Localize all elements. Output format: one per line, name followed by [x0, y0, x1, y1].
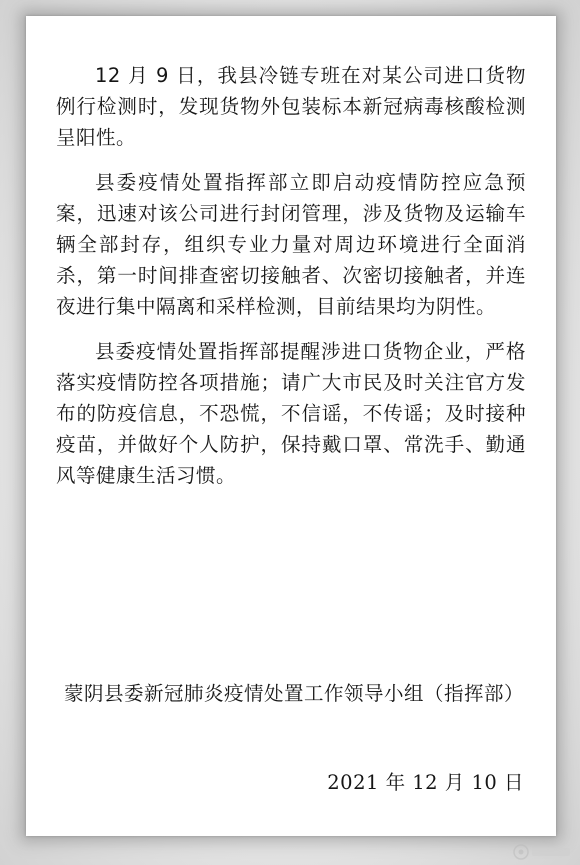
paragraph-response: 县委疫情处置指挥部立即启动疫情防控应急预案，迅速对该公司进行封闭管理，涉及货物及运输车辆全部封存，组织专业力量对周边环境进行全面消杀，第一时间排查密切接触者、次密切接触者，并连夜进行集中隔离和采样检测，目前结果均为阴性。	[56, 171, 526, 318]
notice-paper	[26, 16, 556, 836]
watermark-logo	[512, 843, 574, 861]
paragraph-reminder: 县委疫情处置指挥部提醒涉进口货物企业，严格落实疫情防控各项措施；请广大市民及时关注官方发布的防疫信息，不恐慌，不信谣，不传谣；及时接种疫苗，并做好个人防护，保持戴口罩、常洗手、勤通风等健康生活习惯。	[56, 340, 526, 487]
issue-date: 2021 年 12 月 10 日	[327, 771, 524, 794]
notice-body	[26, 60, 556, 505]
issuer-signature: 蒙阴县委新冠肺炎疫情处置工作领导小组（指挥部）	[63, 682, 524, 705]
paragraph-incident: 12 月 9 日，我县冷链专班在对某公司进口货物例行检测时，发现货物外包装标本新冠病毒核酸检测呈阳性。	[56, 64, 526, 149]
